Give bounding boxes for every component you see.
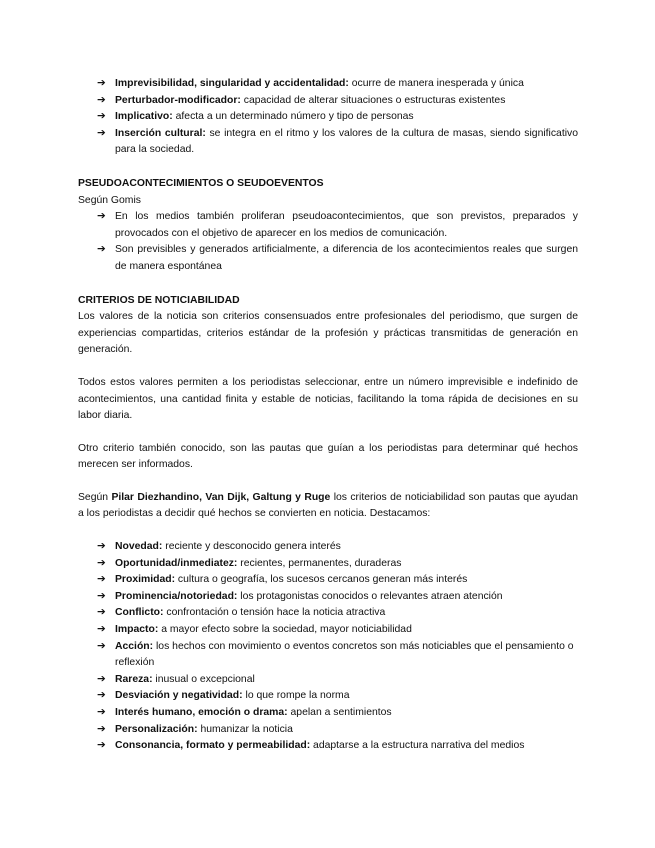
list-item: ➔ Novedad: reciente y desconocido genera interés xyxy=(78,539,578,556)
arrow-bullet-icon: ➔ xyxy=(97,244,106,256)
section-heading-pseudo: PSEUDOACONTECIMIENTOS O SEUDOEVENTOS xyxy=(78,177,324,189)
arrow-bullet-icon: ➔ xyxy=(97,211,106,223)
arrow-bullet-icon: ➔ xyxy=(97,590,106,602)
pseudo-list xyxy=(78,209,578,275)
arrow-bullet-icon: ➔ xyxy=(97,541,106,553)
arrow-bullet-icon: ➔ xyxy=(97,740,106,752)
arrow-bullet-icon: ➔ xyxy=(97,78,106,89)
list-item: ➔ Consonancia, formato y permeabilidad: adaptarse a la estructura narrativa del medios xyxy=(78,738,578,755)
arrow-bullet-icon: ➔ xyxy=(97,574,106,586)
arrow-bullet-icon: ➔ xyxy=(97,673,106,685)
arrow-bullet-icon: ➔ xyxy=(97,111,106,123)
paragraph: Los valores de la noticia son criterios consensuados entre profesionales del periodismo, que surgen de experiencias compartidas, criterios estándar de la profesión y prácticas transmitidas de generación en generación. xyxy=(78,311,578,356)
list-item: ➔ Interés humano, emoción o drama: apelan a sentimientos xyxy=(78,705,578,722)
arrow-bullet-icon: ➔ xyxy=(97,690,106,702)
list-item: ➔ Impacto: a mayor efecto sobre la sociedad, mayor noticiabilidad xyxy=(78,622,578,639)
characteristics-list xyxy=(78,76,578,159)
list-item: ➔ Son previsibles y generados artificialmente, a diferencia de los acontecimientos reales que surgen de manera espontánea xyxy=(97,244,578,272)
arrow-bullet-icon: ➔ xyxy=(97,607,106,619)
list-item: ➔ Inserción cultural: se integra en el ritmo y los valores de la cultura de masas, siendo significativo para la sociedad. xyxy=(97,127,578,156)
list-item: ➔ En los medios también proliferan pseudoacontecimientos, que son previstos, preparados y provocados con el objetivo de aparecer en los medios de comunicación. xyxy=(97,211,578,239)
list-item: ➔ Implicativo: afecta a un determinado número y tipo de personas xyxy=(78,109,578,126)
list-item: ➔ Oportunidad/inmediatez: recientes, permanentes, duraderas xyxy=(78,556,578,573)
list-item: ➔ Proximidad: cultura o geografía, los sucesos cercanos generan más interés xyxy=(78,572,578,589)
list-item: ➔ Imprevisibilidad, singularidad y accidentalidad: ocurre de manera inesperada y única xyxy=(78,76,578,93)
criteria-list xyxy=(78,539,578,755)
paragraph: Según Pilar Diezhandino, Van Dijk, Galtung y Ruge los criterios de noticiabilidad son pautas que ayudan a los periodistas a decidir qué hechos se convierten en noticia. Destacamos: xyxy=(78,491,578,520)
list-item: ➔ Desviación y negatividad: lo que rompe la norma xyxy=(78,688,578,705)
arrow-bullet-icon: ➔ xyxy=(97,127,106,139)
arrow-bullet-icon: ➔ xyxy=(97,723,106,735)
arrow-bullet-icon: ➔ xyxy=(97,624,106,636)
list-item: ➔ Perturbador-modificador: capacidad de alterar situaciones o estructuras existentes xyxy=(78,93,578,110)
arrow-bullet-icon: ➔ xyxy=(97,640,106,652)
list-item: ➔ Rareza: inusual o excepcional xyxy=(78,672,578,689)
list-item: ➔ Conflicto: confrontación o tensión hace la noticia atractiva xyxy=(78,605,578,622)
document-page xyxy=(78,76,578,755)
arrow-bullet-icon: ➔ xyxy=(97,557,106,569)
list-item: ➔ Personalización: humanizar la noticia xyxy=(78,722,578,739)
arrow-bullet-icon: ➔ xyxy=(97,707,106,718)
section-heading-criterios: CRITERIOS DE NOTICIABILIDAD xyxy=(78,294,240,306)
list-item: ➔ Prominencia/notoriedad: los protagonistas conocidos o relevantes atraen atención xyxy=(78,589,578,606)
arrow-bullet-icon: ➔ xyxy=(97,94,106,106)
paragraph: Todos estos valores permiten a los periodistas seleccionar, entre un número imprevisible e indefinido de acontecimientos, una cantidad finita y estable de noticias, facilitando la toma rápida de decisiones en su labor diaria. xyxy=(78,376,578,422)
list-item: ➔ Acción: los hechos con movimiento o eventos concretos son más noticiables que el pensamiento o reflexión xyxy=(97,640,574,669)
pseudo-intro: Según Gomis xyxy=(78,194,141,206)
paragraph: Otro criterio también conocido, son las pautas que guían a los periodistas para determinar qué hechos merecen ser informados. xyxy=(78,442,578,471)
